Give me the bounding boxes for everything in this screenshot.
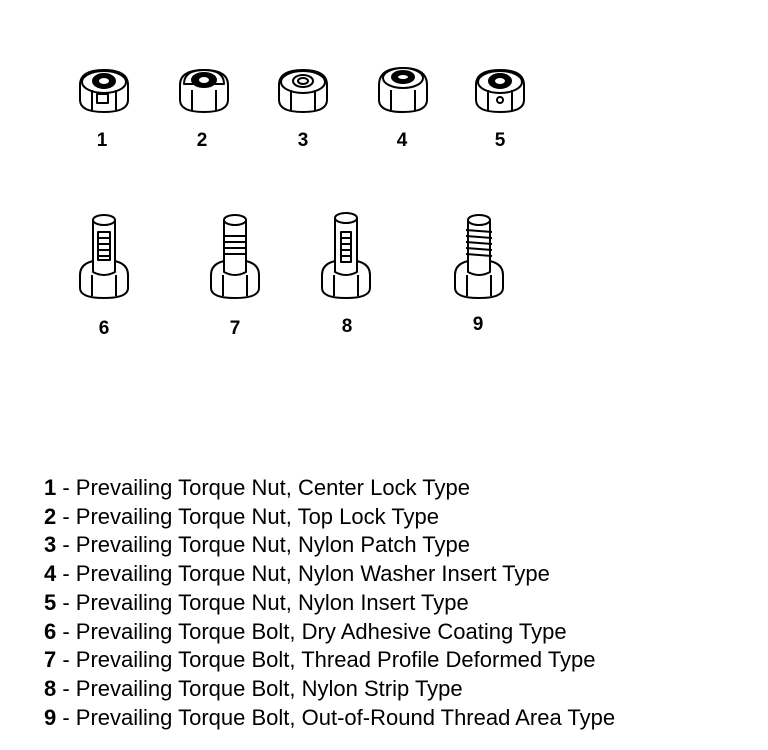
legend-item [44, 589, 615, 618]
legend-number: 8 [44, 675, 57, 701]
legend-item [44, 618, 615, 647]
bolt-8-nylon-strip [322, 213, 370, 298]
callout-8: 8 [341, 316, 353, 337]
legend-item [44, 531, 615, 560]
bolt-9-out-of-round [455, 215, 503, 298]
legend-number: 2 [44, 503, 57, 529]
callout-6: 6 [98, 318, 110, 339]
legend-list [44, 474, 615, 732]
callout-3: 3 [297, 130, 309, 151]
legend-item [44, 675, 615, 704]
nut-1-center-lock [80, 70, 128, 112]
legend-item [44, 704, 615, 733]
legend-item [44, 503, 615, 532]
legend-item [44, 646, 615, 675]
legend-text: - Prevailing Torque Bolt, Thread Profile Deformed Type [56, 647, 596, 673]
callout-5: 5 [494, 130, 506, 151]
nut-2-top-lock [180, 70, 228, 112]
nut-4-nylon-washer-insert [379, 68, 427, 112]
legend-text: - Prevailing Torque Bolt, Dry Adhesive Coating Type [56, 618, 567, 644]
legend-item [44, 474, 615, 503]
legend-number: 3 [44, 532, 57, 558]
bolt-7-thread-deformed [211, 215, 259, 298]
callout-9: 9 [472, 314, 484, 335]
legend-text: - Prevailing Torque Nut, Center Lock Type [56, 475, 470, 500]
callout-2: 2 [196, 130, 208, 151]
legend-text: - Prevailing Torque Nut, Top Lock Type [56, 503, 440, 529]
legend-text: - Prevailing Torque Nut, Nylon Patch Type [56, 532, 470, 558]
legend-text: - Prevailing Torque Bolt, Out-of-Round Thread Area Type [56, 704, 616, 730]
legend-number: 9 [44, 704, 57, 730]
legend-text: - Prevailing Torque Nut, Nylon Insert Type [56, 589, 469, 615]
legend-number: 4 [44, 561, 57, 587]
nut-3-nylon-patch [279, 70, 327, 112]
callout-1: 1 [96, 130, 108, 151]
legend-number: 1 [44, 475, 57, 500]
legend-number: 5 [44, 589, 57, 615]
legend-number: 7 [44, 647, 57, 673]
legend-item [44, 560, 615, 589]
callout-7: 7 [229, 318, 241, 339]
legend-text: - Prevailing Torque Nut, Nylon Washer Insert Type [56, 561, 550, 587]
legend-number: 6 [44, 618, 57, 644]
legend-text: - Prevailing Torque Bolt, Nylon Strip Type [56, 675, 463, 701]
nut-5-nylon-insert [476, 70, 524, 112]
callout-4: 4 [396, 130, 408, 151]
bolt-6-dry-adhesive [80, 215, 128, 298]
